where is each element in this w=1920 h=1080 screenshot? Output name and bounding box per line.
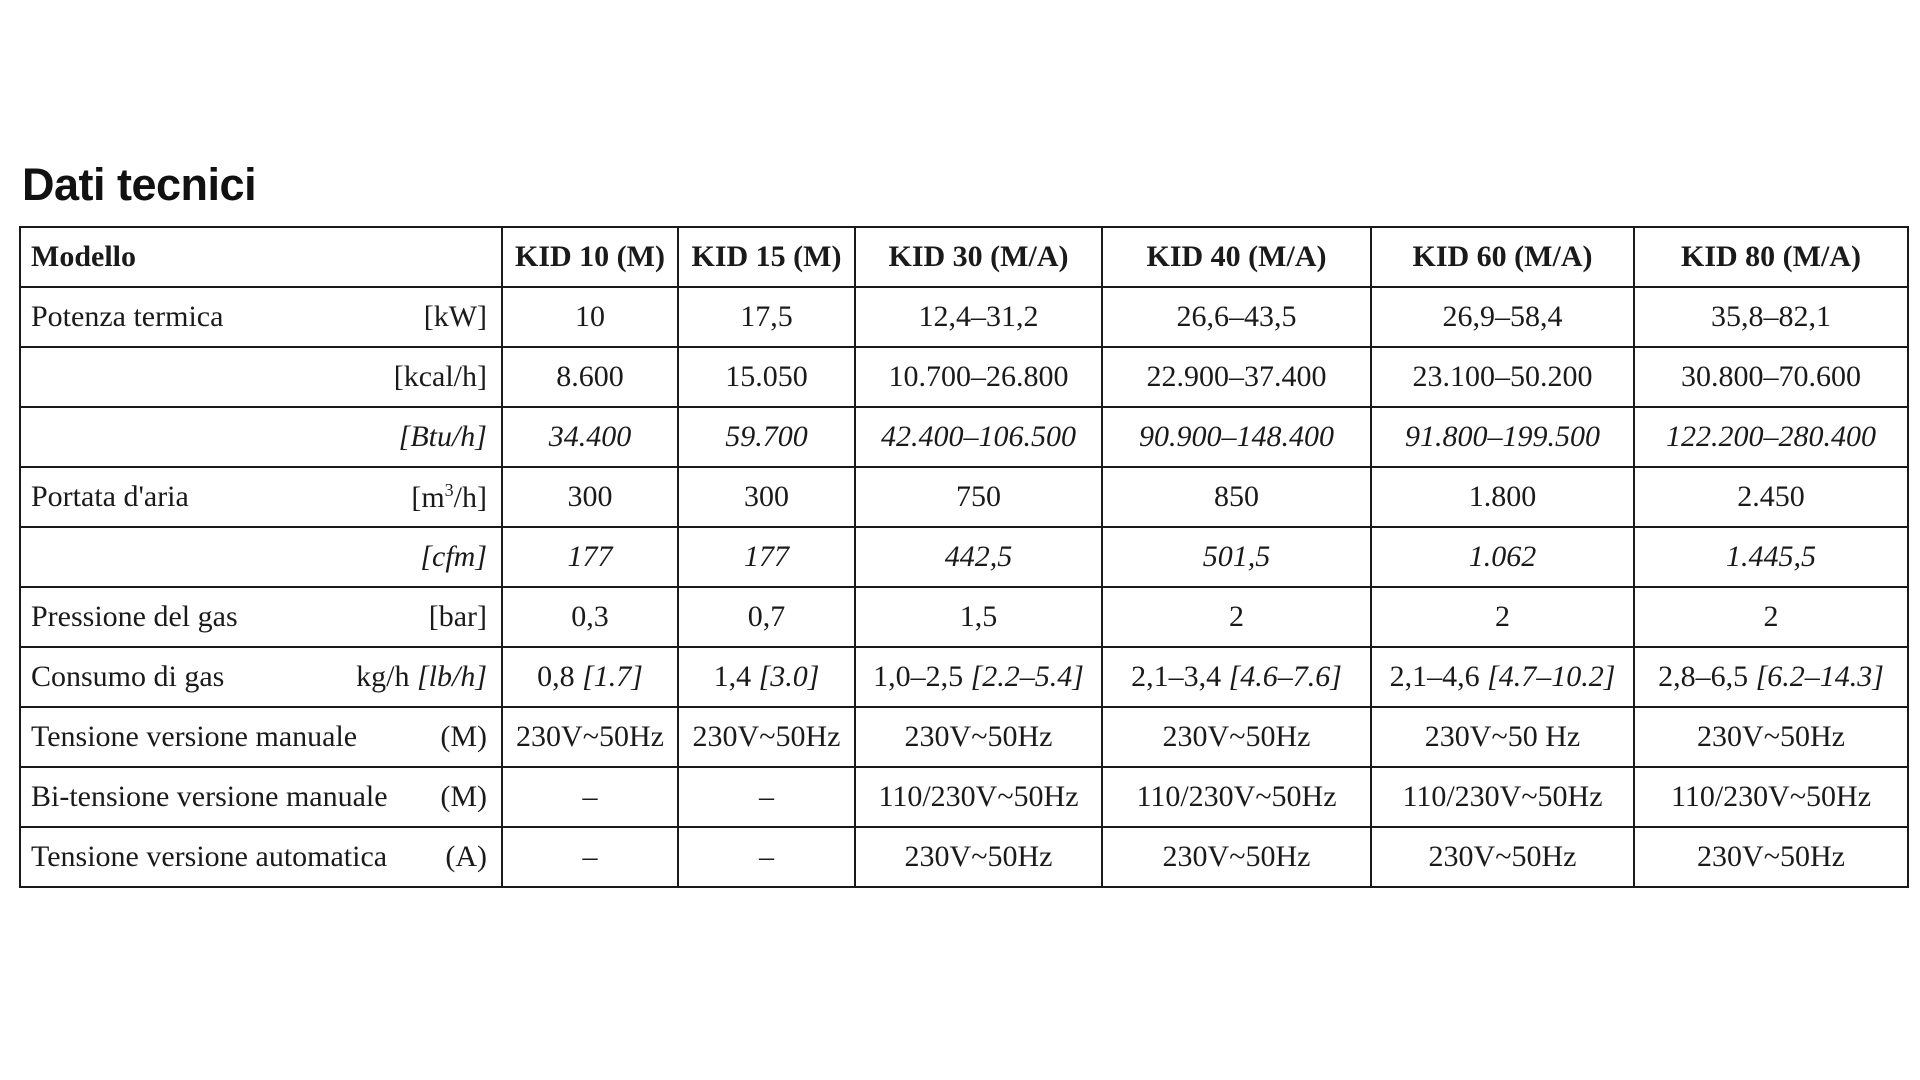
table-cell: 17,5 xyxy=(678,287,855,347)
table-cell: 90.900–148.400 xyxy=(1102,407,1371,467)
table-cell: 2 xyxy=(1634,587,1908,647)
table-cell: 2 xyxy=(1371,587,1634,647)
row-unit: [kcal/h] xyxy=(393,360,487,393)
table-cell xyxy=(1634,647,1908,707)
table-cell: – xyxy=(502,827,678,887)
table-cell: 1.800 xyxy=(1371,467,1634,527)
cell-value: 1,4 xyxy=(713,660,752,693)
table-cell: 110/230V~50Hz xyxy=(1634,767,1908,827)
row-unit: [cfm] xyxy=(420,540,487,573)
row-label: Tensione versione automatica xyxy=(31,840,388,873)
table-cell: 0,3 xyxy=(502,587,678,647)
table-row xyxy=(20,527,1908,587)
table-cell: 230V~50Hz xyxy=(502,707,678,767)
table-cell: 1,5 xyxy=(855,587,1102,647)
row-unit: (M) xyxy=(440,780,487,813)
table-cell: 177 xyxy=(678,527,855,587)
table-cell: 177 xyxy=(502,527,678,587)
row-unit: (A) xyxy=(445,840,487,873)
cell-value-secondary: [2.2–5.4] xyxy=(970,660,1084,693)
header-label-cell xyxy=(20,227,502,287)
table-cell: 10 xyxy=(502,287,678,347)
row-label-cell xyxy=(20,407,502,467)
table-cell: 110/230V~50Hz xyxy=(855,767,1102,827)
table-cell: 30.800–70.600 xyxy=(1634,347,1908,407)
row-unit-part: [m xyxy=(411,480,445,514)
table-cell: 0,7 xyxy=(678,587,855,647)
table-cell: 850 xyxy=(1102,467,1371,527)
model-header: KID 30 (M/A) xyxy=(855,227,1102,287)
cell-value: 1,0–2,5 xyxy=(873,660,964,693)
table-cell: 750 xyxy=(855,467,1102,527)
model-header: KID 15 (M) xyxy=(678,227,855,287)
table-cell: 1.062 xyxy=(1371,527,1634,587)
cell-value-secondary: [1.7] xyxy=(582,660,643,693)
row-unit-superscript: 3 xyxy=(444,479,454,500)
table-cell: 26,6–43,5 xyxy=(1102,287,1371,347)
table-cell: 22.900–37.400 xyxy=(1102,347,1371,407)
table-cell: 110/230V~50Hz xyxy=(1102,767,1371,827)
row-unit xyxy=(411,480,487,515)
table-cell xyxy=(678,647,855,707)
table-cell: 15.050 xyxy=(678,347,855,407)
table-cell: 230V~50Hz xyxy=(1102,827,1371,887)
table-cell: 230V~50Hz xyxy=(1634,827,1908,887)
table-cell: 230V~50Hz xyxy=(1371,827,1634,887)
table-cell: 442,5 xyxy=(855,527,1102,587)
row-label-cell xyxy=(20,587,502,647)
table-row xyxy=(20,587,1908,647)
row-unit xyxy=(356,660,487,694)
table-row xyxy=(20,707,1908,767)
table-cell: 230V~50Hz xyxy=(855,707,1102,767)
row-label-cell xyxy=(20,707,502,767)
table-cell: 230V~50Hz xyxy=(1102,707,1371,767)
table-cell: 34.400 xyxy=(502,407,678,467)
table-cell: 10.700–26.800 xyxy=(855,347,1102,407)
row-label-cell xyxy=(20,647,502,707)
table-cell xyxy=(1102,647,1371,707)
table-cell: 122.200–280.400 xyxy=(1634,407,1908,467)
cell-value: 2,1–3,4 xyxy=(1131,660,1222,693)
row-label-cell xyxy=(20,467,502,527)
table-cell: 230V~50Hz xyxy=(855,827,1102,887)
table-row xyxy=(20,347,1908,407)
page-title: Dati tecnici xyxy=(22,159,257,210)
row-label: Consumo di gas xyxy=(31,660,225,693)
table-row xyxy=(20,407,1908,467)
table-row xyxy=(20,827,1908,887)
cell-value-secondary: [6.2–14.3] xyxy=(1755,660,1884,693)
row-unit: [kW] xyxy=(423,300,487,333)
row-unit-primary: kg/h xyxy=(356,660,410,693)
table-cell: 2 xyxy=(1102,587,1371,647)
model-header: KID 80 (M/A) xyxy=(1634,227,1908,287)
cell-value: 2,1–4,6 xyxy=(1389,660,1480,693)
table-cell: 23.100–50.200 xyxy=(1371,347,1634,407)
row-label: Portata d'aria xyxy=(31,480,189,513)
table-cell: 35,8–82,1 xyxy=(1634,287,1908,347)
row-label: Bi-tensione versione manuale xyxy=(31,780,388,813)
row-unit: (M) xyxy=(440,720,487,753)
table-cell: 8.600 xyxy=(502,347,678,407)
table-cell xyxy=(502,647,678,707)
table-row xyxy=(20,767,1908,827)
table-cell xyxy=(855,647,1102,707)
row-unit-part: /h] xyxy=(453,480,487,514)
row-label-cell xyxy=(20,527,502,587)
table-cell: – xyxy=(678,827,855,887)
table-cell: 501,5 xyxy=(1102,527,1371,587)
table-cell: 2.450 xyxy=(1634,467,1908,527)
table-cell: 230V~50Hz xyxy=(678,707,855,767)
table-cell: 300 xyxy=(502,467,678,527)
table-row xyxy=(20,647,1908,707)
table-cell: 1.445,5 xyxy=(1634,527,1908,587)
spec-table xyxy=(19,226,1909,888)
table-cell: 42.400–106.500 xyxy=(855,407,1102,467)
row-label: Pressione del gas xyxy=(31,600,238,633)
table-row xyxy=(20,467,1908,527)
table-cell: 26,9–58,4 xyxy=(1371,287,1634,347)
table-cell: 59.700 xyxy=(678,407,855,467)
table-cell: 12,4–31,2 xyxy=(855,287,1102,347)
cell-value-secondary: [4.6–7.6] xyxy=(1228,660,1342,693)
model-header: KID 10 (M) xyxy=(502,227,678,287)
table-cell xyxy=(1371,647,1634,707)
cell-value: 0,8 xyxy=(537,660,575,693)
row-label-cell xyxy=(20,767,502,827)
row-label-cell xyxy=(20,347,502,407)
row-unit: [Btu/h] xyxy=(398,420,487,453)
row-label: Tensione versione manuale xyxy=(31,720,358,753)
cell-value-secondary: [4.7–10.2] xyxy=(1487,660,1616,693)
table-cell: 110/230V~50Hz xyxy=(1371,767,1634,827)
cell-value-secondary: [3.0] xyxy=(758,660,820,693)
table-cell: – xyxy=(678,767,855,827)
row-label-cell xyxy=(20,287,502,347)
table-cell: 230V~50Hz xyxy=(1634,707,1908,767)
table-header-row xyxy=(20,227,1908,287)
row-unit: [bar] xyxy=(428,600,487,633)
model-header: KID 40 (M/A) xyxy=(1102,227,1371,287)
table-cell: – xyxy=(502,767,678,827)
model-header: KID 60 (M/A) xyxy=(1371,227,1634,287)
model-header-label: Modello xyxy=(31,240,136,273)
table-row xyxy=(20,287,1908,347)
table-cell: 230V~50 Hz xyxy=(1371,707,1634,767)
row-unit-secondary: [lb/h] xyxy=(416,660,487,693)
row-label: Potenza termica xyxy=(31,300,224,333)
table-cell: 91.800–199.500 xyxy=(1371,407,1634,467)
table-cell: 300 xyxy=(678,467,855,527)
row-label-cell xyxy=(20,827,502,887)
cell-value: 2,8–6,5 xyxy=(1658,660,1749,693)
